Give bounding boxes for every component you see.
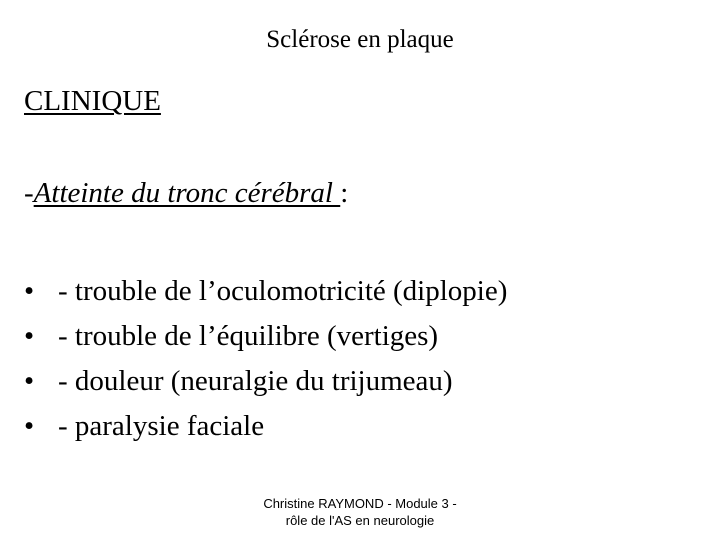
bullet-icon: • xyxy=(24,410,35,442)
bullet-icon: • xyxy=(24,275,35,307)
subheading xyxy=(24,175,348,211)
footer-course-title: rôle de l'AS en neurologie xyxy=(285,513,435,528)
bullet-icon: • xyxy=(24,365,35,397)
footer-author-module: Christine RAYMOND - Module 3 - xyxy=(263,496,457,511)
list-item-text: - trouble de l’oculomotricité (diplopie) xyxy=(58,275,508,307)
slide-title: Sclérose en plaque xyxy=(266,26,454,53)
section-heading: CLINIQUE xyxy=(24,85,161,117)
subheading-prefix: - xyxy=(24,177,34,209)
bullet-icon: • xyxy=(24,320,35,352)
subheading-suffix: : xyxy=(340,177,349,209)
list-item-text: - douleur (neuralgie du trijumeau) xyxy=(58,365,453,397)
subheading-topic: Atteinte du tronc cérébral xyxy=(33,177,341,209)
slide-footer xyxy=(210,495,510,529)
list-item-text: - trouble de l’équilibre (vertiges) xyxy=(58,320,439,352)
list-item-text: - paralysie faciale xyxy=(58,410,265,442)
